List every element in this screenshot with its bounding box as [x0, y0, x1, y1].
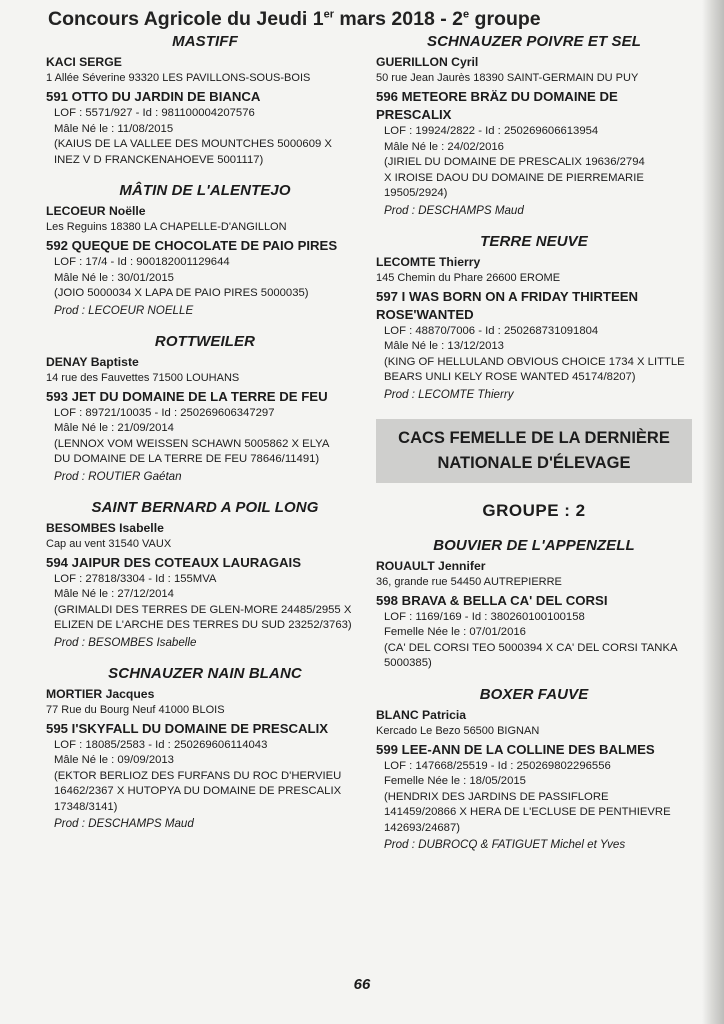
dog-detail-line: Mâle Né le : 21/09/2014	[54, 422, 174, 434]
page-edge-shadow	[702, 0, 724, 1024]
banner-line-1: CACS FEMELLE DE LA DERNIÈRE	[398, 428, 670, 447]
dog-detail-line: LOF : 19924/2822 - Id : 250269606613954	[384, 125, 599, 137]
dog-detail-line: 141459/20866 X HERA DE L'ECLUSE DE PENTHIEVRE	[384, 806, 671, 818]
section-banner	[376, 419, 692, 483]
dog-detail-line: Mâle Né le : 11/08/2015	[54, 122, 174, 135]
breed-heading: SAINT BERNARD A POIL LONG	[91, 498, 319, 516]
dog-detail-line: ELIZEN DE L'ARCHE DES TERRES DU SUD 23252/3763)	[54, 619, 352, 631]
dog-name: 594 JAIPUR DES COTEAUX LAURAGAIS	[46, 554, 302, 570]
group-title: GROUPE : 2	[482, 500, 586, 520]
dog-detail-line: (EKTOR BERLIOZ DES FURFANS DU ROC D'HERVIEU	[54, 769, 342, 782]
breed-heading: BOXER FAUVE	[479, 685, 589, 703]
owner-address: 145 Chemin du Phare 26600 EROME	[376, 271, 561, 284]
breeder-line: Prod : DESCHAMPS Maud	[54, 817, 194, 830]
dog-detail-line: (JIRIEL DU DOMAINE DE PRESCALIX 19636/2794	[384, 156, 645, 168]
breed-heading: SCHNAUZER NAIN BLANC	[108, 664, 302, 682]
dog-detail-line: (GRIMALDI DES TERRES DE GLEN-MORE 24485/2955 X	[54, 603, 352, 616]
dog-detail-line: LOF : 18085/2583 - Id : 250269606114043	[54, 738, 268, 751]
owner-name: BLANC Patricia	[376, 707, 467, 722]
breed-heading: ROTTWEILER	[154, 332, 256, 350]
breed-heading: MASTIFF	[172, 33, 238, 50]
dog-detail-line: (KAIUS DE LA VALLEE DES MOUNTCHES 5000609 X	[54, 138, 332, 150]
header-sup-2: e	[463, 8, 470, 21]
dog-detail-line: (HENDRIX DES JARDINS DE PASSIFLORE	[384, 790, 609, 803]
dog-detail-line: Femelle Née le : 18/05/2015	[384, 775, 526, 787]
header-sup: er	[323, 8, 334, 21]
dog-name: 596 METEORE BRÄZ DU DOMAINE DE PRESCALIX	[376, 89, 618, 122]
dog-entry	[376, 537, 692, 672]
dog-entry	[376, 33, 692, 219]
dog-name: 598 BRAVA & BELLA CA' DEL CORSI	[376, 592, 608, 608]
breeder-line: Prod : LECOMTE Thierry	[384, 387, 514, 401]
breed-heading: MÂTIN DE L'ALENTEJO	[119, 182, 291, 199]
dog-detail-line: Mâle Né le : 27/12/2014	[54, 588, 174, 600]
owner-name: LECOMTE Thierry	[376, 254, 481, 269]
owner-address: Les Reguins 18380 LA CHAPELLE-D'ANGILLON	[46, 221, 287, 233]
dog-detail-line: DU DOMAINE DE LA TERRE DE FEU 78646/11491)	[54, 453, 320, 465]
right-bottom-entries	[376, 537, 692, 854]
breeder-line: Prod : BESOMBES Isabelle	[54, 635, 197, 649]
page-header	[48, 8, 541, 31]
dog-detail-line: 16462/2367 X HUTOPYA DU DOMAINE DE PRESCALIX	[54, 785, 342, 797]
owner-address: 14 rue des Fauvettes 71500 LOUHANS	[46, 371, 240, 384]
header-text: Concours Agricole du Jeudi 1	[48, 8, 324, 30]
header-text-3: groupe	[469, 8, 541, 30]
dog-name: 599 LEE-ANN DE LA COLLINE DES BALMES	[376, 741, 655, 757]
owner-name: DENAY Baptiste	[46, 354, 139, 369]
right-top-entries	[376, 33, 692, 403]
dog-detail-line: Mâle Né le : 24/02/2016	[384, 140, 504, 153]
dog-detail-line: LOF : 147668/25519 - Id : 250269802296556	[384, 759, 611, 772]
dog-detail-line: LOF : 27818/3304 - Id : 155MVA	[54, 572, 217, 585]
left-column	[46, 33, 364, 846]
owner-name: KACI SERGE	[46, 55, 122, 69]
owner-address: 36, grande rue 54450 AUTREPIERRE	[376, 575, 562, 588]
owner-address: Cap au vent 31540 VAUX	[46, 537, 172, 550]
breed-heading: SCHNAUZER POIVRE ET SEL	[427, 33, 641, 50]
dog-name: 592 QUEQUE DE CHOCOLATE DE PAIO PIRES	[46, 238, 338, 253]
dog-detail-line: 17348/3141)	[54, 800, 118, 813]
dog-entry	[46, 665, 364, 833]
dog-detail-line: Mâle Né le : 09/09/2013	[54, 754, 174, 766]
dog-name: 597 I WAS BORN ON A FRIDAY THIRTEEN ROSE'WANTED	[376, 288, 639, 322]
owner-address: 1 Allée Séverine 93320 LES PAVILLONS-SOUS-BOIS	[46, 72, 311, 84]
dog-detail-line: Mâle Né le : 30/01/2015	[54, 271, 174, 284]
dog-name: 595 I'SKYFALL DU DOMAINE DE PRESCALIX	[46, 720, 329, 736]
dog-detail-line: 5000385)	[384, 657, 432, 669]
breeder-line: Prod : LECOEUR NOELLE	[54, 303, 194, 317]
owner-address: 77 Rue du Bourg Neuf 41000 BLOIS	[46, 703, 225, 716]
dog-name: 591 OTTO DU JARDIN DE BIANCA	[46, 89, 261, 104]
breeder-line: Prod : DUBROCQ & FATIGUET Michel et Yves	[384, 838, 626, 851]
dog-detail-line: LOF : 17/4 - Id : 900182001129644	[54, 256, 230, 268]
owner-name: ROUAULT Jennifer	[376, 558, 486, 573]
dog-detail-line: INEZ V D FRANCKENAHOEVE 5001117)	[54, 153, 264, 166]
breeder-line: Prod : ROUTIER Gaétan	[54, 469, 182, 483]
breed-heading: BOUVIER DE L'APPENZELL	[433, 536, 635, 554]
banner-line-2: NATIONALE D'ÉLEVAGE	[437, 453, 631, 472]
owner-name: BESOMBES Isabelle	[46, 520, 164, 535]
dog-detail-line: (JOIO 5000034 X LAPA DE PAIO PIRES 5000035)	[54, 287, 309, 299]
dog-detail-line: (LENNOX VOM WEISSEN SCHAWN 5005862 X ELYA	[54, 437, 330, 450]
dog-detail-line: 19505/2924)	[384, 187, 448, 199]
right-column	[376, 33, 692, 867]
dog-detail-line: BEARS UNLI KELY ROSE WANTED 45174/8207)	[384, 371, 636, 383]
dog-entry	[46, 499, 364, 651]
owner-address: 50 rue Jean Jaurès 18390 SAINT-GERMAIN DU PUY	[376, 72, 639, 84]
owner-name: LECOEUR Noëlle	[46, 204, 146, 218]
dog-entry	[376, 233, 692, 403]
header-text-2: mars 2018 - 2	[333, 8, 463, 30]
dog-name: 593 JET DU DOMAINE DE LA TERRE DE FEU	[46, 388, 328, 404]
dog-detail-line: X IROISE DAOU DU DOMAINE DE PIERREMARIE	[384, 171, 644, 184]
dog-detail-line: LOF : 89721/10035 - Id : 250269606347297	[54, 406, 275, 419]
breeder-line: Prod : DESCHAMPS Maud	[384, 203, 524, 217]
dog-detail-line: LOF : 5571/927 - Id : 981100004207576	[54, 107, 255, 119]
owner-name: GUERILLON Cyril	[376, 55, 479, 69]
dog-entry	[46, 333, 364, 485]
dog-detail-line: 142693/24687)	[384, 821, 461, 834]
dog-detail-line: Mâle Né le : 13/12/2013	[384, 340, 504, 352]
page-number: 66	[353, 976, 371, 993]
dog-detail-line: Femelle Née le : 07/01/2016	[384, 626, 526, 638]
breed-heading: TERRE NEUVE	[480, 232, 588, 250]
dog-entry	[376, 686, 692, 854]
dog-detail-line: LOF : 48870/7006 - Id : 250268731091804	[384, 324, 599, 337]
owner-name: MORTIER Jacques	[46, 686, 155, 701]
dog-detail-line: (CA' DEL CORSI TEO 5000394 X CA' DEL CORSI TANKA	[384, 641, 678, 654]
owner-address: Kercado Le Bezo 56500 BIGNAN	[376, 724, 540, 737]
dog-entry	[46, 33, 364, 168]
dog-detail-line: (KING OF HELLULAND OBVIOUS CHOICE 1734 X LITTLE	[384, 355, 685, 368]
dog-entry	[46, 182, 364, 319]
dog-detail-line: LOF : 1169/169 - Id : 380260100100158	[384, 610, 585, 623]
